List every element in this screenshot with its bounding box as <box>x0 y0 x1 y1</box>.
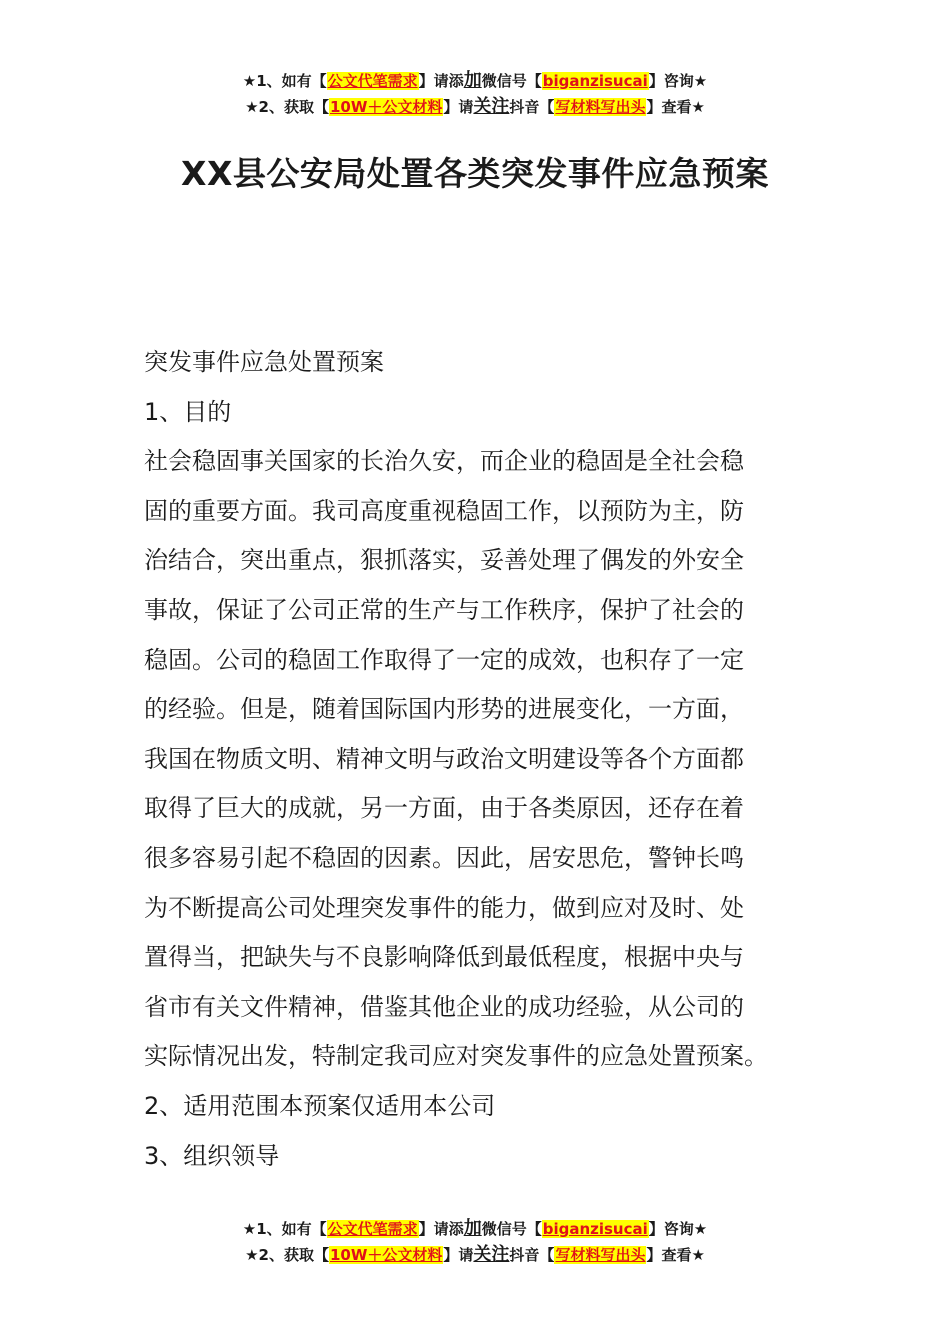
highlight-douyin: 写材料写出头 <box>555 1246 646 1264</box>
paragraph-line: 置得当，把缺失与不良影响降低到最低程度，根据中央与 <box>144 943 744 972</box>
section-2-heading: 2、适用范围本预案仅适用本公司 <box>144 1091 496 1120</box>
highlight-materials: 10W＋公文材料 <box>329 1246 443 1264</box>
paragraph-line: 稳固。公司的稳固工作取得了一定的成效，也积存了一定 <box>144 645 744 674</box>
banner-emphasis: 加 <box>463 70 482 91</box>
top-banner <box>0 68 950 120</box>
banner-text: 微信号【 <box>481 1220 542 1238</box>
banner-line-1 <box>0 68 950 94</box>
paragraph-line: 社会稳固事关国家的长治久安，而企业的稳固是全社会稳 <box>144 447 744 476</box>
banner-text: ★1、如有【 <box>242 72 327 90</box>
paragraph-line: 我国在物质文明、精神文明与政治文明建设等各个方面都 <box>144 744 744 773</box>
banner-text: ★2、获取【 <box>245 1246 329 1264</box>
banner-text: 】查看★ <box>646 98 705 116</box>
banner-text: ★1、如有【 <box>242 1220 327 1238</box>
highlight-wechat-id: biganzisucai <box>542 1220 648 1238</box>
paragraph-line: 实际情况出发，特制定我司应对突发事件的应急处置预案。 <box>144 1042 768 1071</box>
banner-text: 抖音【 <box>509 1246 555 1264</box>
paragraph-line: 很多容易引起不稳固的因素。因此，居安思危，警钟长鸣 <box>144 843 744 872</box>
paragraph-line: 事故，保证了公司正常的生产与工作秩序，保护了社会的 <box>144 595 744 624</box>
banner-emphasis: 关注 <box>473 1244 510 1265</box>
banner-emphasis: 关注 <box>473 96 510 117</box>
bottom-banner <box>0 1216 950 1268</box>
section-3-heading: 3、组织领导 <box>144 1141 280 1170</box>
banner-text: 抖音【 <box>509 98 555 116</box>
paragraph-line: 的经验。但是，随着国际国内形势的进展变化，一方面， <box>144 695 744 724</box>
paragraph-line: 取得了巨大的成就，另一方面，由于各类原因，还存在着 <box>144 794 744 823</box>
banner-emphasis: 加 <box>463 1218 482 1239</box>
section-1-heading: 1、目的 <box>144 397 232 426</box>
banner-text: 】请 <box>443 1246 474 1264</box>
banner-text: 】请 <box>443 98 474 116</box>
highlight-douyin: 写材料写出头 <box>555 98 646 116</box>
paragraph-line: 治结合，突出重点，狠抓落实，妥善处理了偶发的外安全 <box>144 546 744 575</box>
paragraph-line: 省市有关文件精神，借鉴其他企业的成功经验，从公司的 <box>144 992 744 1021</box>
document-body <box>144 338 814 1181</box>
document-subtitle: 突发事件应急处置预案 <box>144 348 384 376</box>
banner-line-1 <box>0 1216 950 1242</box>
highlight-service: 公文代笔需求 <box>327 1220 418 1238</box>
paragraph-purpose <box>144 437 814 1082</box>
banner-line-2 <box>0 94 950 120</box>
highlight-service: 公文代笔需求 <box>327 72 418 90</box>
banner-text: ★2、获取【 <box>245 98 329 116</box>
highlight-materials: 10W＋公文材料 <box>329 98 443 116</box>
banner-line-2 <box>0 1242 950 1268</box>
highlight-wechat-id: biganzisucai <box>542 72 648 90</box>
paragraph-line: 为不断提高公司处理突发事件的能力，做到应对及时、处 <box>144 893 744 922</box>
banner-text: 】查看★ <box>646 1246 705 1264</box>
paragraph-line: 固的重要方面。我司高度重视稳固工作，以预防为主，防 <box>144 496 744 525</box>
document-title: XX县公安局处置各类突发事件应急预案 <box>181 154 769 193</box>
banner-text: 】咨询★ <box>648 72 708 90</box>
banner-text: 微信号【 <box>481 72 542 90</box>
banner-text: 】咨询★ <box>648 1220 708 1238</box>
banner-text: 】请添 <box>418 1220 464 1238</box>
banner-text: 】请添 <box>418 72 464 90</box>
